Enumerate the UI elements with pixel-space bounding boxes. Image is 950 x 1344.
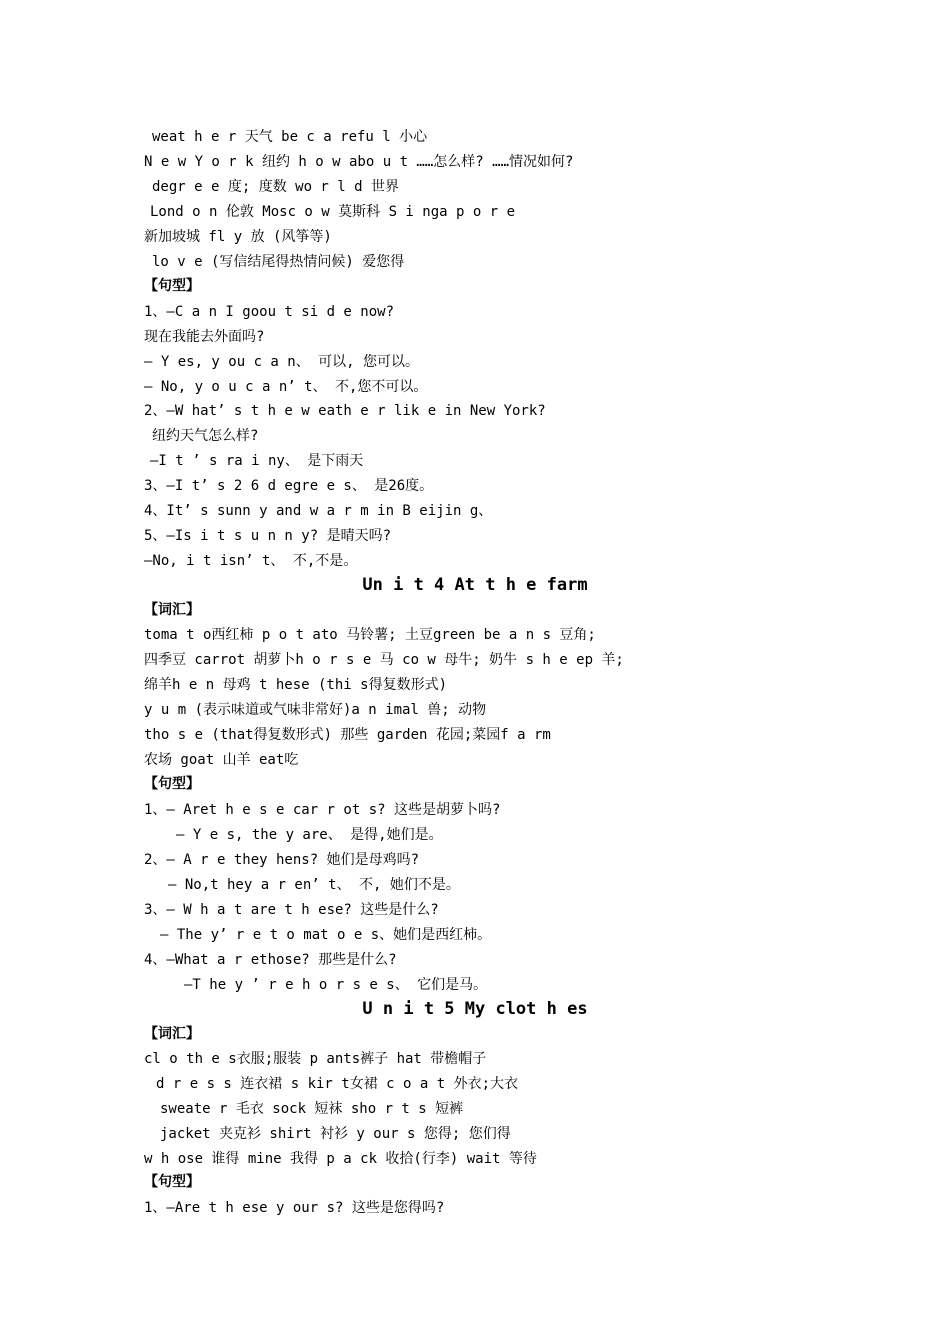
vocab-line: N e w Y o r k 纽约 h o w abo u t ……怎么样? ……情况如何?	[144, 154, 574, 170]
section-heading-vocab: 【词汇】	[144, 1026, 200, 1042]
vocab-line: 四季豆 carrot 胡萝卜h o r s e 马 co w 母牛; 奶牛 s h e ep 羊;	[144, 652, 624, 668]
vocab-line: toma t o西红柿 p o t ato 马铃薯; 土豆green be a n s 豆角;	[144, 627, 596, 643]
vocab-line: 新加坡城 fl y 放 (风筝等)	[144, 229, 332, 245]
vocab-line: 农场 goat 山羊 eat吃	[144, 752, 299, 768]
sentence-line: — No,t hey a r en’ t、 不, 她们不是。	[168, 877, 460, 893]
sentence-line: 4、—What a r ethose? 那些是什么?	[144, 952, 397, 968]
sentence-line: 纽约天气怎么样?	[152, 428, 259, 444]
vocab-line: d r e s s 连衣裙 s kir t女裙 c o a t 外衣;大衣	[156, 1076, 519, 1092]
vocab-line: y u m (表示味道或气味非常好)a n imal 兽; 动物	[144, 702, 487, 718]
sentence-line: — Y e s, the y are、 是得,她们是。	[176, 827, 443, 843]
vocab-line: tho s e (that得复数形式) 那些 garden 花园;菜园f a rm	[144, 727, 551, 743]
vocab-line: degr e e 度; 度数 wo r l d 世界	[152, 179, 400, 195]
sentence-line: —I t ’ s ra i ny、 是下雨天	[150, 453, 364, 469]
vocab-line: sweate r 毛衣 sock 短袜 sho r t s 短裤	[160, 1101, 464, 1117]
sentence-line: 2、— A r e they hens? 她们是母鸡吗?	[144, 852, 420, 868]
sentence-line: 3、— W h a t are t h ese? 这些是什么?	[144, 902, 439, 918]
unit-5-title: U n i t 5 My clot h es	[362, 999, 588, 1019]
sentence-line: 2、—W hat’ s t h e w eath e r lik e in New York?	[144, 403, 546, 419]
sentence-line: 1、—Are t h ese y our s? 这些是您得吗?	[144, 1200, 445, 1216]
sentence-line: 5、—Is i t s u n n y? 是晴天吗?	[144, 528, 392, 544]
section-heading-sentences: 【句型】	[144, 278, 200, 294]
sentence-line: 1、—C a n I goou t si d e now?	[144, 304, 395, 320]
vocab-line: 绵羊h e n 母鸡 t hese (thi s得复数形式)	[144, 677, 448, 693]
sentence-line: — The y’ r e t o mat o e s、她们是西红柿。	[160, 927, 492, 943]
sentence-line: 3、—I t’ s 2 6 d egre e s、 是26度。	[144, 478, 434, 494]
sentence-line: — No, y o u c a n’ t、 不,您不可以。	[144, 379, 428, 395]
section-heading-sentences: 【句型】	[144, 776, 200, 792]
sentence-line: —No, i t isn’ t、 不,不是。	[144, 553, 358, 569]
vocab-line: lo v e (写信结尾得热情问候) 爱您得	[152, 254, 405, 270]
vocab-line: w h ose 谁得 mine 我得 p a ck 收拾(行李) wait 等待	[144, 1151, 537, 1167]
vocab-line: jacket 夹克衫 shirt 衬衫 y our s 您得; 您们得	[160, 1126, 511, 1142]
sentence-line: 1、— Aret h e s e car r ot s? 这些是胡萝卜吗?	[144, 802, 501, 818]
vocab-line: Lond o n 伦敦 Mosc o w 莫斯科 S i nga p o r e	[150, 204, 516, 220]
section-heading-sentences: 【句型】	[144, 1174, 200, 1190]
vocab-line: cl o th e s衣服;服装 p ants裤子 hat 带檐帽子	[144, 1051, 487, 1067]
sentence-line: 4、It’ s sunn y and w a r m in B eijin g、	[144, 503, 493, 519]
sentence-line: 现在我能去外面吗?	[144, 329, 265, 345]
sentence-line: —T he y ’ r e h o r s e s、 它们是马。	[184, 977, 488, 993]
vocab-line: weat h e r 天气 be c a refu l 小心	[152, 129, 428, 145]
sentence-line: — Y es, y ou c a n、 可以, 您可以。	[144, 354, 420, 370]
unit-4-title: Un i t 4 At t h e farm	[362, 575, 588, 595]
section-heading-vocab: 【词汇】	[144, 602, 200, 618]
